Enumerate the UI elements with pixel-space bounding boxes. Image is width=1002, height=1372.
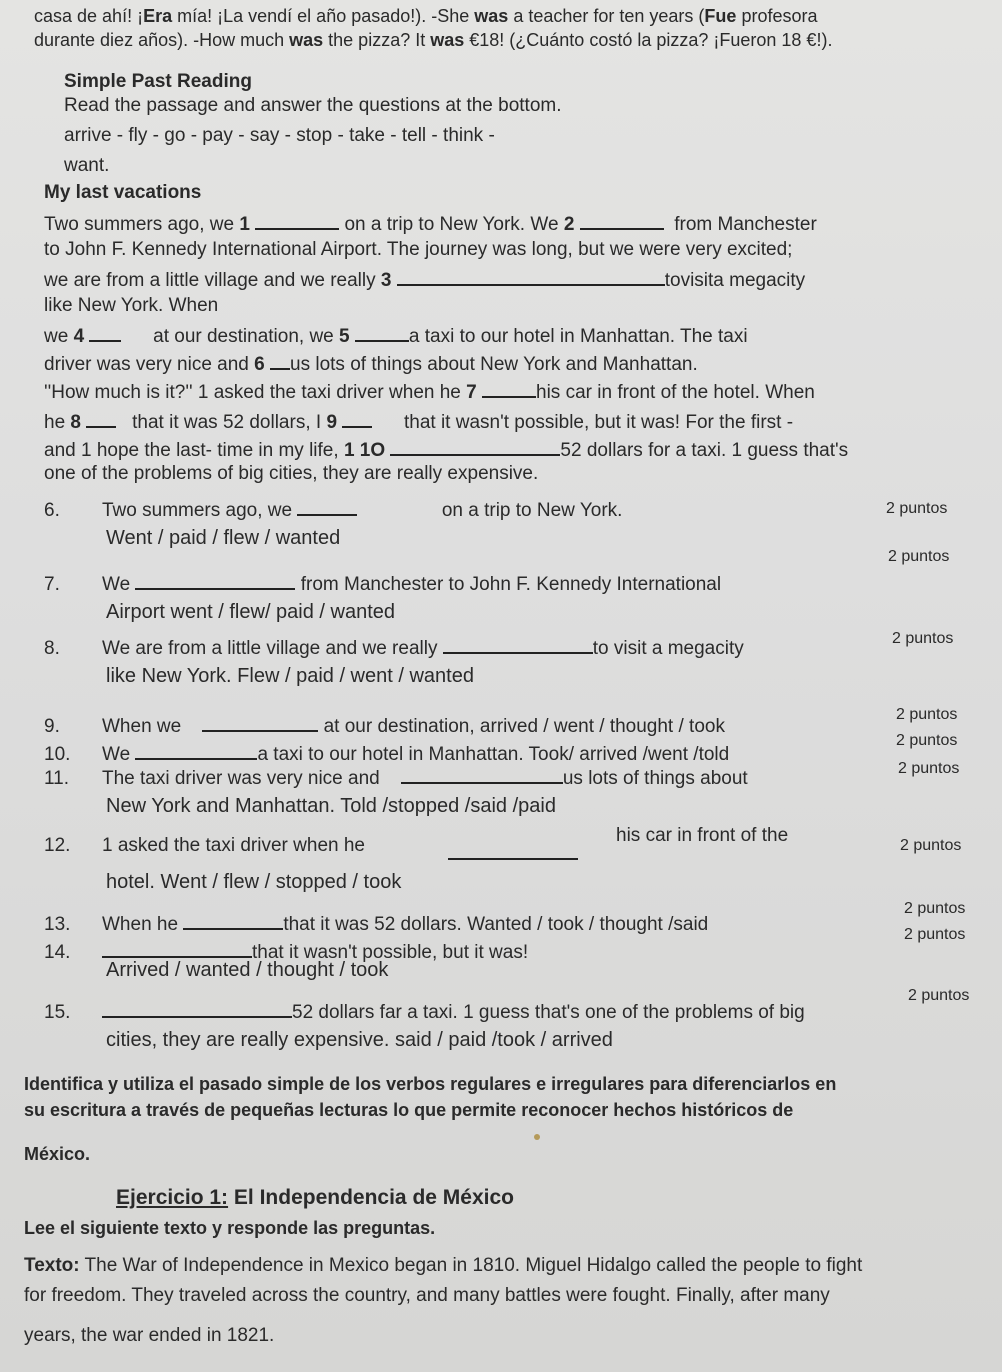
intro-text: the pizza? It [323,30,431,50]
intro-line-2 [34,28,832,52]
exercise-text-line-3: years, the war ended in 1821. [24,1325,275,1346]
question-options: cities, they are really expensive. said / paid /took / arrived [106,1029,613,1051]
question-options: like New York. Flew / paid / went / wanted [106,665,474,687]
question-number: 6. [44,500,60,521]
question-text: us lots of things about [562,768,748,789]
blank-number: 1 1O [343,440,386,461]
intro-text: €18! (¿Cuánto costó la pizza? ¡Fueron 18 €!). [464,30,833,50]
objective-line-2: su escritura a través de pequeñas lecturas lo que permite reconocer hechos históricos de [24,1100,794,1120]
exercise-text-line-1 [24,1254,862,1278]
question-number: 10. [44,744,71,765]
blank-number: 8 [70,412,81,433]
answer-blank[interactable] [183,910,283,930]
question-11 [44,764,748,791]
question-options: New York and Manhattan. Told /stopped /said /paid [106,795,556,817]
story-text: we are from a little village and we really [44,270,381,291]
question-12 [44,834,365,858]
answer-blank [397,266,665,286]
points-label: 2 puntos [898,760,960,777]
question-text: on a trip to New York. [441,500,623,521]
blank-number: 5 [339,326,350,347]
story-line-5 [44,322,748,349]
intro-bold: Fue [704,6,737,26]
intro-text: durante diez años). -How much [34,30,290,50]
question-6 [44,496,622,523]
answer-blank[interactable] [401,764,563,784]
story-text: at our destination, we [147,326,340,347]
text-label: Texto: [24,1255,80,1276]
question-text: We are from a little village and we really [102,638,438,659]
answer-blank [580,210,664,230]
story-text: a taxi to our hotel in Manhattan. The taxi [408,326,748,347]
question-15 [44,998,805,1025]
question-text: that it wasn't possible, but it was! [252,942,529,963]
blank-number: 2 [563,214,575,235]
answer-blank [355,322,409,342]
exercise-title: El Independencia de México [228,1186,514,1209]
question-number: 13. [44,914,71,935]
story-text: he [44,412,71,433]
question-text: When we [102,716,182,737]
answer-blank [270,350,290,370]
story-text: on a trip to New York. We [339,214,564,235]
objective-line-3: México. [24,1144,91,1164]
reading-instructions: Read the passage and answer the questions at the bottom. [64,95,562,116]
story-line-1 [44,210,817,237]
story-text: that it wasn't possible, but it was! For the first - [398,412,794,433]
answer-blank[interactable] [102,938,252,958]
answer-blank[interactable] [135,740,257,760]
story-line-7 [44,378,815,405]
question-number: 7. [44,574,60,595]
points-label: 2 puntos [888,548,950,565]
question-text: 1 asked the taxi driver when he [102,835,365,856]
story-line-3 [44,266,805,293]
answer-blank[interactable] [297,496,357,516]
story-text: 52 dollars for a taxi. 1 guess that's [560,440,849,461]
story-text: us lots of things about New York and Manhattan. [290,354,698,375]
question-number: 9. [44,716,60,737]
story-line-10: one of the problems of big cities, they are really expensive. [44,463,539,484]
word-bank-line-1: arrive - fly - go - pay - say - stop - take - tell - think - [64,125,495,146]
question-10 [44,740,729,767]
points-label: 2 puntos [904,900,966,917]
reading-title: Simple Past Reading [64,71,252,92]
story-line-8 [44,408,793,435]
question-text: 52 dollars far a taxi. 1 guess that's one of the problems of big [292,1002,805,1023]
blank-number: 3 [380,270,392,291]
question-text: We [102,574,131,595]
question-text: to visit a megacity [592,638,744,659]
answer-blank[interactable] [135,570,295,590]
exercise-text: The War of Independence in Mexico began in 1810. Miguel Hidalgo called the people to fight [79,1255,863,1276]
blank-number: 7 [466,382,477,403]
story-line-9 [44,436,848,463]
intro-text: profesora [736,6,818,26]
story-text: we [44,326,74,347]
question-options: Went / paid / flew / wanted [106,527,341,549]
answer-blank [89,322,121,342]
story-text: ''How much is it?'' 1 asked the taxi driver when he [44,382,467,403]
question-9 [44,712,725,739]
story-text: Two summers ago, we [44,214,240,235]
question-text: We [102,744,131,765]
blank-number: 4 [73,326,85,347]
question-options: Airport went / flew/ paid / wanted [106,601,396,623]
exercise-heading [116,1186,514,1210]
answer-blank[interactable] [102,998,292,1018]
story-line-2: to John F. Kennedy International Airport. The journey was long, but we were very excited; [44,239,793,260]
story-line-6 [44,350,698,377]
exercise-label: Ejercicio 1: [116,1186,229,1209]
answer-blank [390,436,560,456]
blank-number: 1 [239,214,250,235]
exercise-instruction: Lee el siguiente texto y responde las preguntas. [24,1218,436,1238]
points-label: 2 puntos [892,630,954,647]
blank-number: 9 [326,412,338,433]
intro-text: a teacher for ten years ( [508,6,705,26]
question-number: 14. [44,942,71,963]
story-text: tovisita megacity [664,270,806,291]
story-text: his car in front of the hotel. When [536,382,815,403]
question-7 [44,570,721,597]
answer-blank [255,210,339,230]
story-line-4: like New York. When [44,295,219,316]
blank-number: 6 [254,354,265,375]
story-text: from Manchester [668,214,817,235]
question-text: his car in front of the [616,825,789,846]
ink-spot [534,1134,540,1140]
intro-text: casa de ahí! ¡ [34,6,144,26]
answer-blank[interactable] [443,634,593,654]
points-label: 2 puntos [900,837,962,854]
question-number: 12. [44,835,71,856]
question-text: that it was 52 dollars. Wanted / took / thought /said [283,914,709,935]
points-label: 2 puntos [896,706,958,723]
answer-blank [342,408,372,428]
question-text: The taxi driver was very nice and [102,768,380,789]
question-options: hotel. Went / flew / stopped / took [106,871,402,893]
intro-bold: was [430,30,465,50]
intro-text: mía! ¡La vendí el año pasado!). -She [172,6,475,26]
points-label: 2 puntos [904,926,966,943]
question-text: a taxi to our hotel in Manhattan. Took/ arrived /went /told [257,744,730,765]
question-options: Arrived / wanted / thought / took [106,959,389,981]
question-text: at our destination, arrived / went / thought / took [323,716,725,737]
points-label: 2 puntos [908,987,970,1004]
question-text: Two summers ago, we [102,500,293,521]
answer-blank[interactable] [202,712,318,732]
question-number: 8. [44,638,60,659]
intro-bold: Era [143,6,173,26]
points-label: 2 puntos [886,500,948,517]
objective-line-1: Identifica y utiliza el pasado simple de los verbos regulares e irregulares para diferenciarlos en [24,1074,837,1094]
question-8 [44,634,744,661]
points-label: 2 puntos [896,732,958,749]
question-number: 15. [44,1002,71,1023]
story-text: that it was 52 dollars, I [126,412,327,433]
story-text: driver was very nice and [44,354,255,375]
word-bank-line-2: want. [64,155,110,176]
intro-bold: was [474,6,509,26]
answer-blank [86,408,116,428]
answer-blank[interactable] [448,840,578,860]
exercise-text-line-2: for freedom. They traveled across the country, and many battles were fought. Finally, after many [24,1285,830,1306]
answer-blank [482,378,536,398]
question-number: 11. [44,768,70,789]
question-text: When he [102,914,179,935]
intro-bold: was [289,30,324,50]
question-text: from Manchester to John F. Kennedy International [300,574,722,595]
question-13 [44,910,708,937]
story-text: and 1 hope the last- time in my life, [44,440,344,461]
intro-line-1 [34,4,817,28]
story-title: My last vacations [44,182,202,203]
